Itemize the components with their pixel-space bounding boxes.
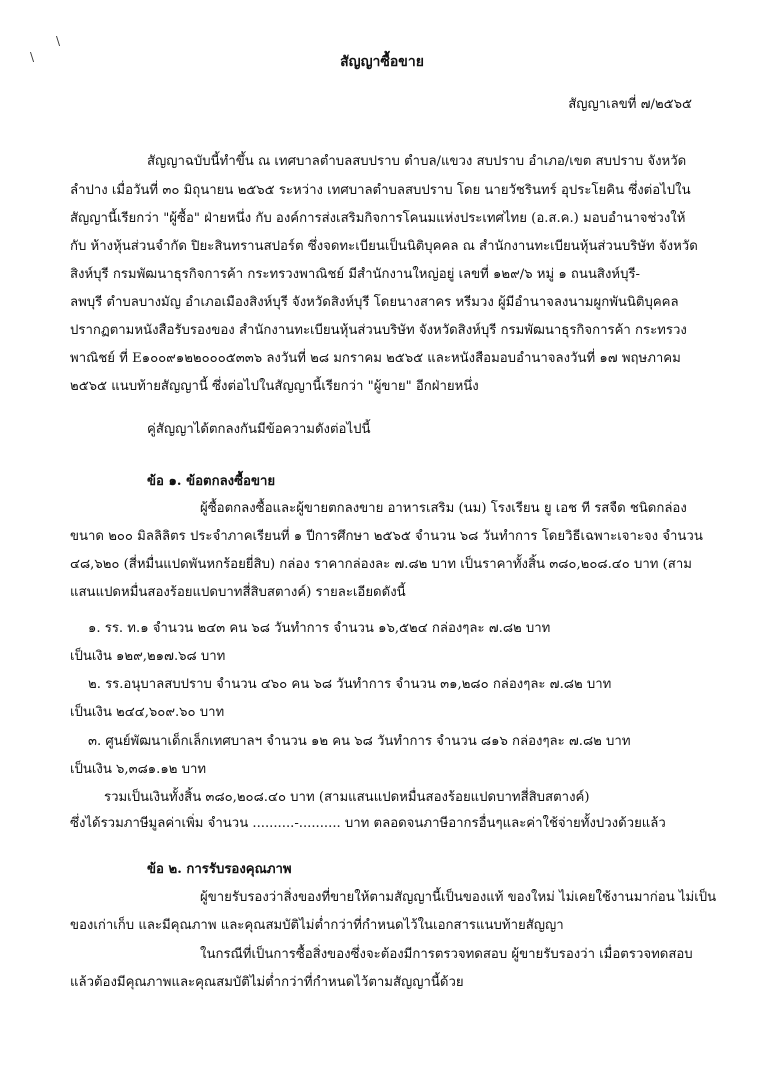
grand-total: รวมเป็นเงินทั้งสิ้น ๓๘๐,๒๐๘.๔๐ บาท (สามแสนแปดหมื่นสองร้อยแปดบาทสี่สิบสตางค์)	[104, 790, 590, 805]
order-item: ๓. ศูนย์พัฒนาเด็กเล็กเทศบาลฯ จำนวน ๑๒ คน ๖๘ วันทำการ จำนวน ๘๑๖ กล่องๆละ ๗.๘๒ บาท	[88, 734, 631, 749]
clause-1-heading: ข้อ ๑. ข้อตกลงซื้อขาย	[147, 474, 276, 489]
intro-line: พาณิชย์ ที่ E๑๐๐๙๑๒๒๐๐๐๕๓๓๖ ลงวันที่ ๒๘ มกราคม ๒๕๖๕ และหนังสือมอบอำนาจลงวันที่ ๑๗ พฤษภาคม	[70, 351, 681, 366]
clause-2-line: แล้วต้องมีคุณภาพและคุณสมบัติไม่ต่ำกว่าที่กำหนดไว้ตามสัญญานี้ด้วย	[70, 975, 464, 990]
intro-line: กับ ห้างหุ้นส่วนจำกัด ปิยะสินทรานสปอร์ต ซึ่งจดทะเบียนเป็นนิติบุคคล ณ สำนักงานทะเบียนหุ้นส่วนบริษัท จังหวัด	[70, 239, 698, 254]
clause-1-line: ขนาด ๒๐๐ มิลลิลิตร ประจำภาคเรียนที่ ๑ ปีการศึกษา ๒๕๖๕ จำนวน ๖๘ วันทำการ โดยวิธีเฉพาะเจาะจง จำนวน	[70, 529, 703, 544]
scan-speck: \	[56, 34, 61, 48]
scan-speck: \	[30, 50, 35, 64]
clause-1-line: ๔๘,๖๒๐ (สี่หมื่นแปดพันหกร้อยยี่สิบ) กล่อง ราคากล่องละ ๗.๘๒ บาท เป็นราคาทั้งสิ้น ๓๘๐,๒๐๘.๔๐ บาท (สาม	[70, 557, 692, 572]
order-item: ๒. รร.อนุบาลสบปราบ จำนวน ๔๖๐ คน ๖๘ วันทำการ จำนวน ๓๑,๒๘๐ กล่องๆละ ๗.๘๒ บาท	[88, 677, 612, 692]
intro-line: ลำปาง เมื่อวันที่ ๓๐ มิถุนายน ๒๕๖๕ ระหว่าง เทศบาลตำบลสบปราบ โดย นายวัชรินทร์ อุประโยคิน ซึ่งต่อไปใน	[70, 183, 691, 198]
contract-number: สัญญาเลขที่ ๗/๒๕๖๕	[568, 97, 692, 112]
intro-line: ๒๕๖๕ แนบท้ายสัญญานี้ ซึ่งต่อไปในสัญญานี้เรียกว่า "ผู้ขาย" อีกฝ่ายหนึ่ง	[70, 379, 479, 394]
clause-1-line: ผู้ซื้อตกลงซื้อและผู้ขายตกลงขาย อาหารเสริม (นม) โรงเรียน ยู เอช ที รสจืด ชนิดกล่อง	[200, 501, 687, 516]
document-title: สัญญาซื้อขาย	[340, 54, 424, 70]
order-item-amount: เป็นเงิน ๖,๓๘๑.๑๒ บาท	[70, 762, 207, 777]
clause-1-line: แสนแปดหมื่นสองร้อยแปดบาทสี่สิบสตางค์) รายละเอียดดังนี้	[70, 585, 406, 600]
order-item-amount: เป็นเงิน ๒๔๔,๖๐๙.๖๐ บาท	[70, 705, 225, 720]
order-item: ๑. รร. ท.๑ จำนวน ๒๔๓ คน ๖๘ วันทำการ จำนวน ๑๖,๕๒๔ กล่องๆละ ๗.๘๒ บาท	[88, 621, 551, 636]
intro-line: ลพบุรี ตำบลบางมัญ อำเภอเมืองสิงห์บุรี จังหวัดสิงห์บุรี โดยนางสาคร หรีมวง ผู้มีอำนาจลงนามผูกพันนิติบุคคล	[70, 295, 679, 310]
agreement-statement: คู่สัญญาได้ตกลงกันมีข้อความดังต่อไปนี้	[147, 422, 371, 437]
intro-line: ปรากฏตามหนังสือรับรองของ สำนักงานทะเบียนหุ้นส่วนบริษัท จังหวัดสิงห์บุรี กรมพัฒนาธุรกิจการค้า กระทรวง	[70, 323, 687, 338]
order-item-amount: เป็นเงิน ๑๒๙,๒๑๗.๖๘ บาท	[70, 649, 226, 664]
vat-statement: ซึ่งได้รวมภาษีมูลค่าเพิ่ม จำนวน ..........-.......... บาท ตลอดจนภาษีอากรอื่นๆและค่าใช้จ่ายทั้งปวงด้วยแล้ว	[70, 816, 666, 831]
clause-2-heading: ข้อ ๒. การรับรองคุณภาพ	[147, 862, 292, 877]
clause-2-line: ของเก่าเก็บ และมีคุณภาพ และคุณสมบัติไม่ต่ำกว่าที่กำหนดไว้ในเอกสารแนบท้ายสัญญา	[70, 918, 564, 933]
clause-2-line: ผู้ขายรับรองว่าสิ่งของที่ขายให้ตามสัญญานี้เป็นของแท้ ของใหม่ ไม่เคยใช้งานมาก่อน ไม่เป็น	[200, 890, 717, 905]
intro-line: สิงห์บุรี กรมพัฒนาธุรกิจการค้า กระทรวงพาณิชย์ มีสำนักงานใหญ่อยู่ เลขที่ ๑๒๙/๖ หมู่ ๑ ถนนสิงห์บุรี-	[70, 267, 640, 282]
intro-line: สัญญานี้เรียกว่า "ผู้ซื้อ" ฝ่ายหนึ่ง กับ องค์การส่งเสริมกิจการโคนมแห่งประเทศไทย (อ.ส.ค.) มอบอำนาจช่วงให้	[70, 211, 686, 226]
clause-2-line: ในกรณีที่เป็นการซื้อสิ่งของซึ่งจะต้องมีการตรวจทดสอบ ผู้ขายรับรองว่า เมื่อตรวจทดสอบ	[200, 947, 693, 962]
intro-line: สัญญาฉบับนี้ทำขึ้น ณ เทศบาลตำบลสบปราบ ตำบล/แขวง สบปราบ อำเภอ/เขต สบปราบ จังหวัด	[147, 154, 687, 169]
